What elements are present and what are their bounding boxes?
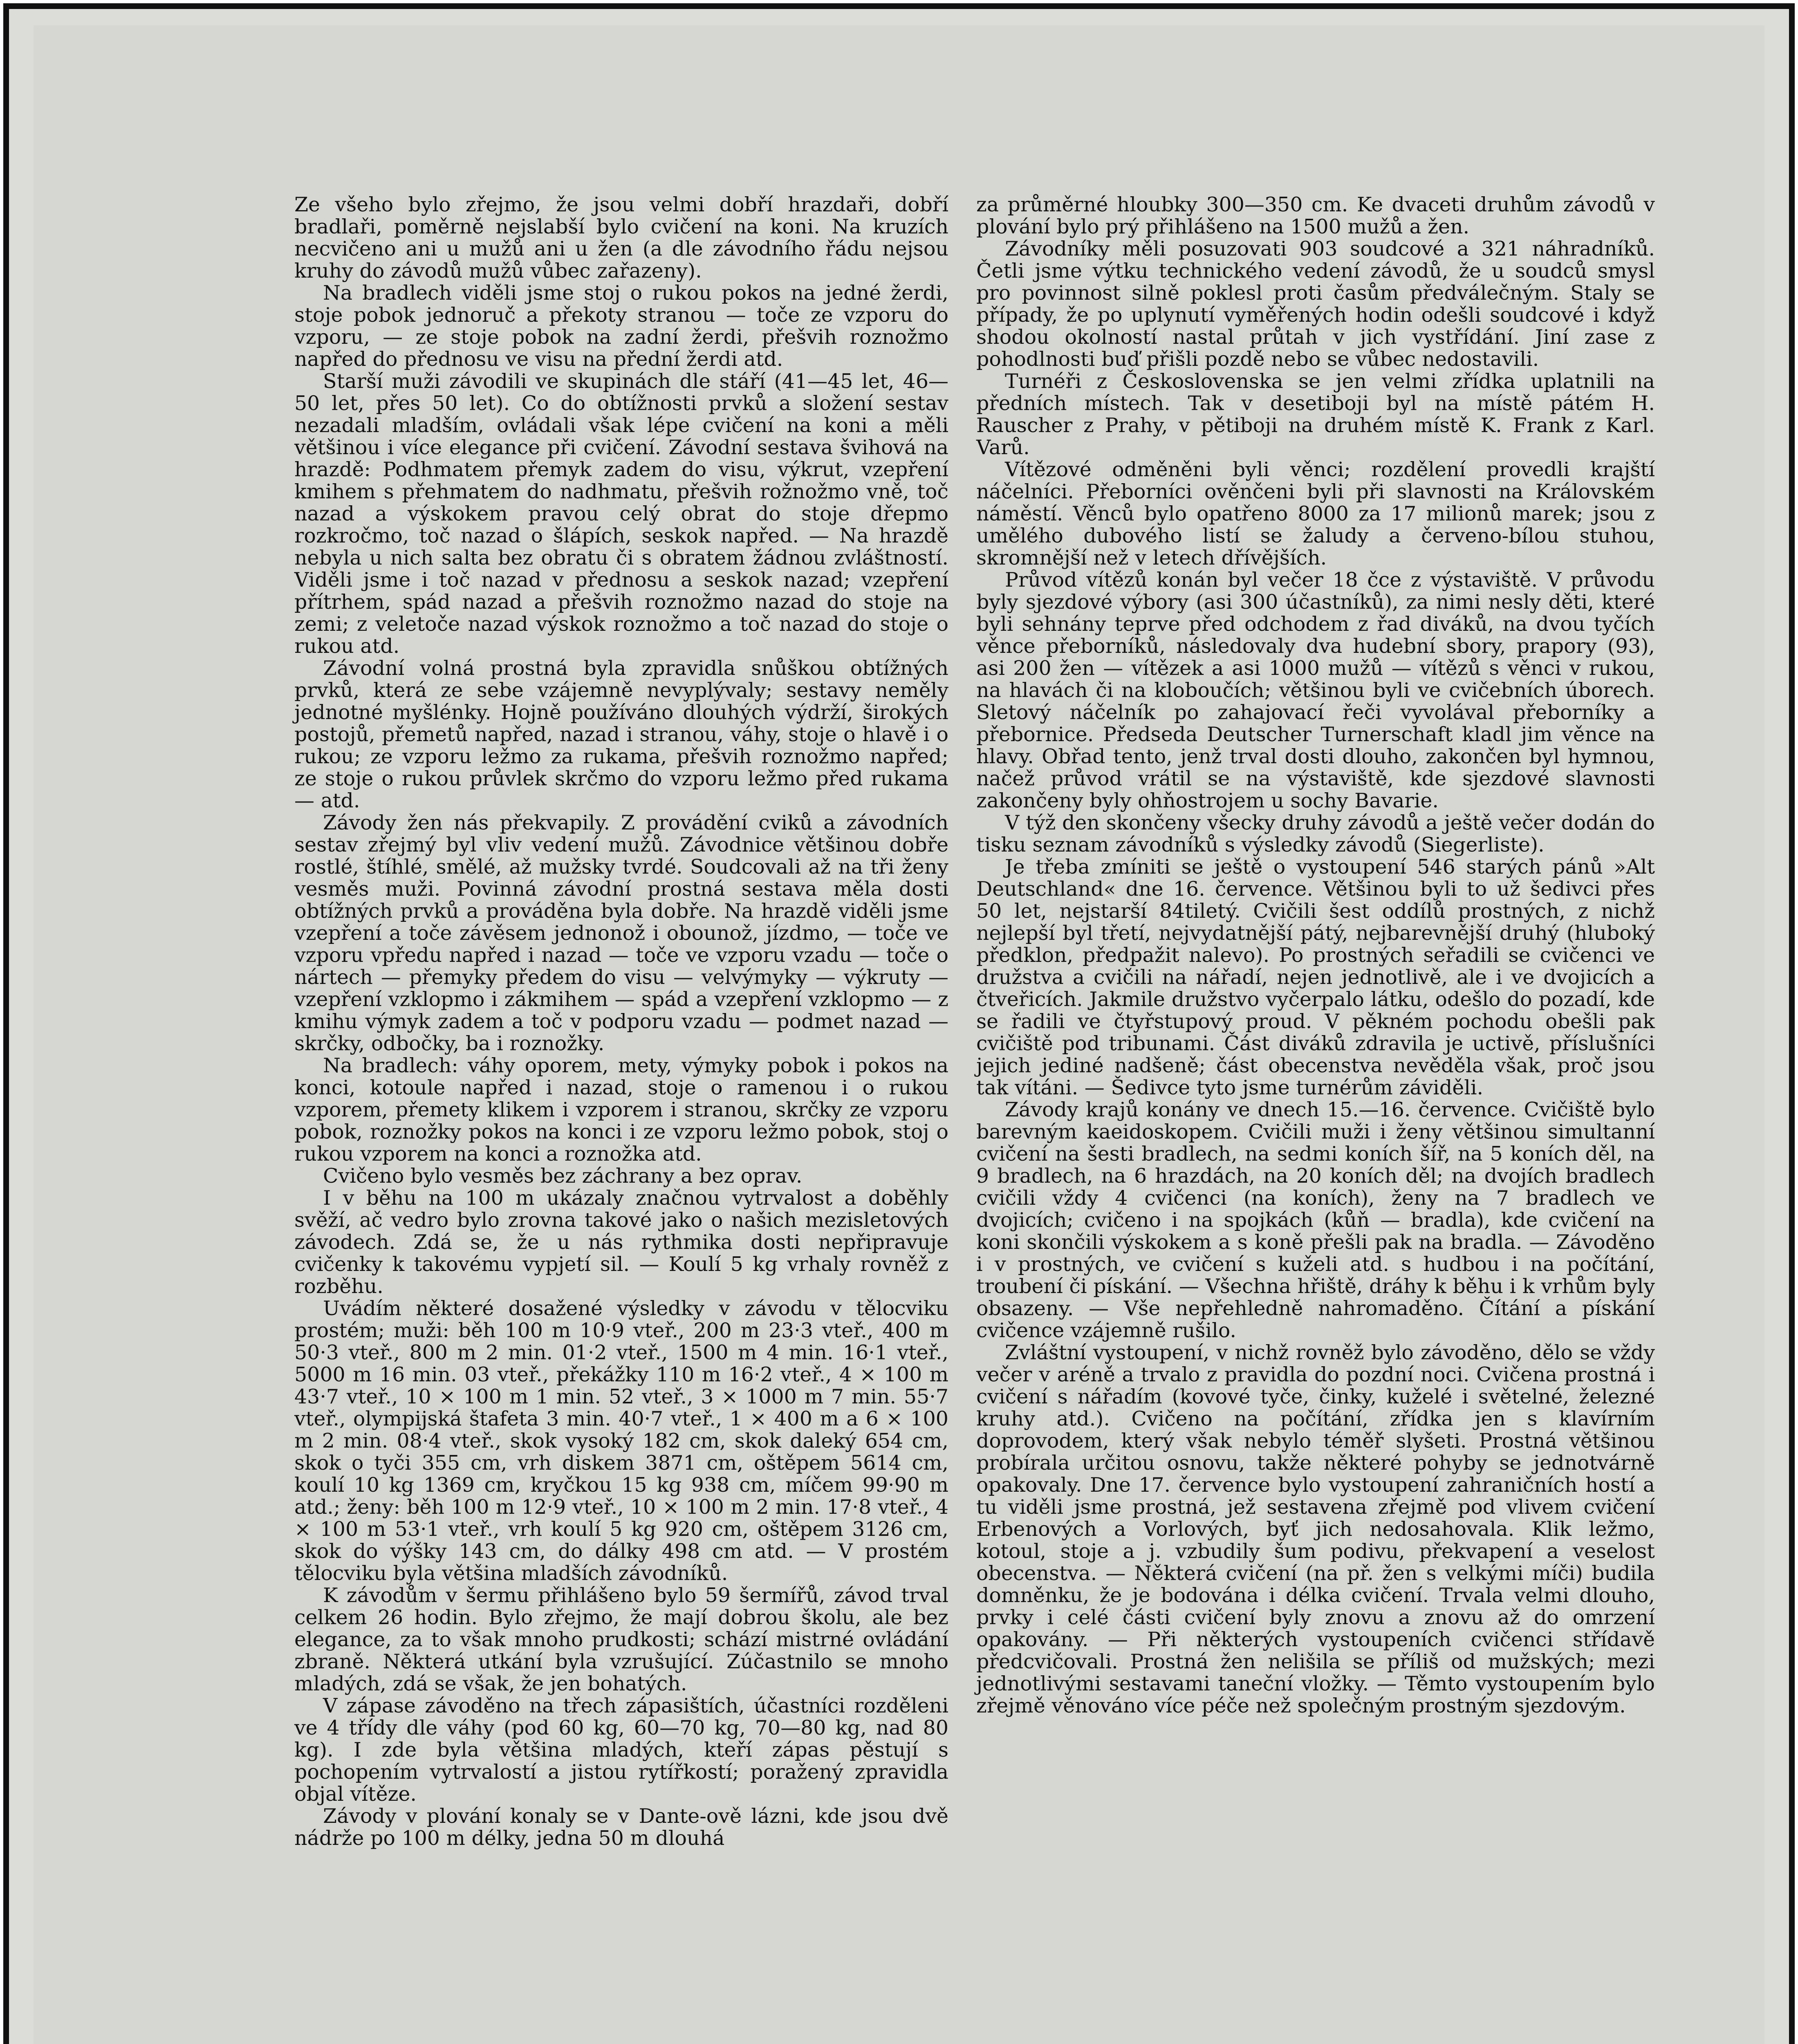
paragraph: V týž den skončeny všecky druhy závodů a ještě večer dodán do tisku seznam závodníků s výsledky závodů (Siegerliste).	[976, 811, 1655, 856]
paragraph: Cvičeno bylo vesměs bez záchrany a bez oprav.	[323, 1164, 803, 1188]
paragraph: Závody žen nás překvapily. Z provádění cviků a závodních sestav zřejmý byl vliv vedení mužů. Závodnice většinou dobře rostlé, štíhlé, smělé, až mužsky tvrdé. Soudcovali až na tři ženy vesměs muži. Povinná závodní prostná sestava měla dosti obtížných prvků a prováděna byla dobře. Na hrazdě viděli jsme vzepření a toče závěsem jednonož i obounož, jízdmo, — toče ve vzporu vpředu napřed i nazad — toče ve vzporu vzadu — toče o nártech — přemyky předem do visu — velvýmyky — výkruty — vzepření vzklopmo i zákmihem — spád a vzepření vzklopmo — z kmihu výmyk zadem a toč v podporu vzadu — podmet nazad — skrčky, odbočky, ba i roznožky.	[294, 811, 948, 1055]
paragraph: Zvláštní vystoupení, v nichž rovněž bylo závoděno, dělo se vždy večer v aréně a trvalo z pravidla do pozdní noci. Cvičena prostná i cvičení s nářadím (kovové tyče, činky, kuželé i světelné, železné kruhy atd.). Cvičeno na počítání, zřídka jen s klavírním doprovodem, který však nebylo téměř slyšeti. Prostná většinou probírala určitou osnovu, takže některé pohyby se jednotvárně opakovaly. Dne 17. července bylo vystoupení zahraničních hostí a tu viděli jsme prostná, jež sestavena zřejmě pod vlivem cvičení Erbenových a Vorlových, byť jich nedosahovala. Klik ležmo, kotoul, stoje a j. vzbudily šum podivu, překvapení a veselost obecenstva. — Některá cvičení (na př. žen s velkými míči) budila domněnku, že je bodována i délka cvičení. Trvala velmi dlouho, prvky i celé části cvičení byly znovu a znovu až do omrzení opakovány. — Při některých vystoupeních cvičenci střídavě předcvičovali. Prostná žen nelišila se příliš od mužských; mezi jednotlivými sestavami taneční vložky. — Těmto vystoupením bylo zřejmě věnováno více péče než společným prostným sjezdovým.	[976, 1341, 1655, 1717]
paragraph: Uvádím některé dosažené výsledky v závodu v tělocviku prostém; muži: běh 100 m 10·9 vteř., 200 m 23·3 vteř., 400 m 50·3 vteř., 800 m 2 min. 01·2 vteř., 1500 m 4 min. 16·1 vteř., 5000 m 16 min. 03 vteř., překážky 110 m 16·2 vteř., 4 × 100 m 43·7 vteř., 10 × 100 m 1 min. 52 vteř., 3 × 1000 m 7 min. 55·7 vteř., olympijská štafeta 3 min. 40·7 vteř., 1 × 400 m a 6 × 100 m 2 min. 08·4 vteř., skok vysoký 182 cm, skok daleký 654 cm, skok o tyči 355 cm, vrh diskem 3871 cm, oštěpem 5614 cm, koulí 10 kg 1369 cm, kryčkou 15 kg 938 cm, míčem 99·90 m atd.; ženy: běh 100 m 12·9 vteř., 10 × 100 m 2 min. 17·8 vteř., 4 × 100 m 53·1 vteř., vrh koulí 5 kg 920 cm, oštěpem 3126 cm, skok do výšky 143 cm, do dálky 498 cm atd. — V prostém tělocviku byla většina mladších závodníků.	[294, 1297, 948, 1585]
left-column	[294, 194, 948, 1849]
paragraph: Na bradlech viděli jsme stoj o rukou pokos na jedné žerdi, stoje pobok jednoruč a překoty stranou — toče ze vzporu do vzporu, — ze stoje pobok na zadní žerdi, přešvih roznožmo napřed do přednosu ve visu na přední žerdi atd.	[294, 281, 948, 371]
paragraph: Starší muži závodili ve skupinách dle stáří (41—45 let, 46—50 let, přes 50 let). Co do obtížnosti prvků a složení sestav nezadali mladším, ovládali však lépe cvičení na koni a měli většinou i více elegance při cvičení. Závodní sestava švihová na hrazdě: Podhmatem přemyk zadem do visu, výkrut, vzepření kmihem s přehmatem do nadhmatu, přešvih rožnožmo vně, toč nazad a výskokem pravou celý obrat do stoje dřepmo rozkročmo, toč nazad o šlápích, seskok napřed. — Na hrazdě nebyla u nich salta bez obratu či s obratem žádnou zvláštností. Viděli jsme i toč nazad v přednosu a seskok nazad; vzepření přítrhem, spád nazad a přešvih roznožmo nazad do stoje na zemi; z veletoče nazad výskok roznožmo a toč nazad do stoje o rukou atd.	[294, 370, 948, 658]
paragraph: Závodní volná prostná byla zpravidla snůškou obtížných prvků, která ze sebe vzájemně nevyplývaly; sestavy neměly jednotné myšlénky. Hojně používáno dlouhých výdrží, širokých postojů, přemetů napřed, nazad i stranou, váhy, stoje o hlavě i o rukou; ze vzporu ležmo za rukama, přešvih roznožmo napřed; ze stoje o rukou průvlek skrčmo do vzporu ležmo před rukama — atd.	[294, 657, 948, 812]
paragraph: Závody v plování konaly se v Dante-ově lázni, kde jsou dvě nádrže po 100 m délky, jedna 50 m dlouhá	[294, 1804, 948, 1850]
paragraph: V zápase závoděno na třech zápasištích, účastníci rozděleni ve 4 třídy dle váhy (pod 60 kg, 60—70 kg, 70—80 kg, nad 80 kg). I zde byla většina mladých, kteří zápas pěstují s pochopením vytrvalostí a jistou rytířkostí; poražený zpravidla objal vítěze.	[294, 1694, 948, 1806]
paragraph: Ze všeho bylo zřejmo, že jsou velmi dobří hrazdaři, dobří bradlaři, poměrně nejslabší bylo cvičení na koni. Na kruzích necvičeno ani u mužů ani u žen (a dle závodního řádu nejsou kruhy do závodů mužů vůbec zařazeny).	[294, 193, 948, 282]
paragraph: Turnéři z Československa se jen velmi zřídka uplatnili na předních místech. Tak v desetiboji byl na místě pátém H. Rauscher z Prahy, v pětiboji na druhém místě K. Frank z Karl. Varů.	[976, 370, 1655, 459]
paragraph: Je třeba zmíniti se ještě o vystoupení 546 starých pánů »Alt Deutschland« dne 16. července. Většinou byli to už šedivci přes 50 let, nejstarší 84tiletý. Cvičili šest oddílů prostných, z nichž nejlepší byl třetí, nejvydatnější pátý, nejbarevnější druhý (hluboký předklon, předpažit nalevo). Po prostných seřadili se cvičenci ve družstva a cvičili na nářadí, nejen jednotlivě, ale i ve dvojicích a čtveřicích. Jakmile družstvo vyčerpalo látku, odešlo do pozadí, kde se řadili ve čtyřstupový proud. V pěkném pochodu obešli pak cvičiště pod tribunami. Část diváků zdravila je uctivě, příslušníci jejich jediné nadšeně; část obecenstva nevěděla však, proč jsou tak vítáni. — Šedivce tyto jsme turnérům záviděli.	[976, 855, 1655, 1099]
paragraph: Na bradlech: váhy oporem, mety, výmyky pobok i pokos na konci, kotoule napřed i nazad, stoje o ramenou i o rukou vzporem, přemety klikem i vzporem i stranou, skrčky ze vzporu pobok, roznožky pokos na konci i ze vzporu ležmo pobok, stoj o rukou vzporem na konci a roznožka atd.	[294, 1054, 948, 1165]
paragraph: Průvod vítězů konán byl večer 18 čce z výstaviště. V průvodu byly sjezdové výbory (asi 300 účastníků), za nimi nesly děti, které byli sehnány teprve před odchodem z řad diváků, na dvou tyčích věnce přeborníků, následovaly dva hudební sbory, prapory (93), asi 200 žen — vítězek a asi 1000 mužů — vítězů s věnci v rukou, na hlavách či na kloboučích; většinou byli ve cvičebních úborech. Sletový náčelník po zahajovací řeči vyvolával přeborníky a přebornice. Předseda Deutscher Turnerschaft kladl jim věnce na hlavy. Obřad tento, jenž trval dosti dlouho, zakončen byl hymnou, načež průvod vrátil se na výstaviště, kde sjezdové slavnosti zakončeny byly ohňostrojem u sochy Bavarie.	[976, 568, 1655, 812]
paragraph: I v běhu na 100 m ukázaly značnou vytrvalost a doběhly svěží, ač vedro bylo zrovna takové jako o našich mezisletových závodech. Zdá se, že u nás rythmika dosti nepřipravuje cvičenky k takovému vypjetí sil. — Koulí 5 kg vrhaly rovněž z rozběhu.	[294, 1186, 948, 1298]
paragraph: K závodům v šermu přihlášeno bylo 59 šermířů, závod trval celkem 26 hodin. Bylo zřejmo, že mají dobrou školu, ale bez elegance, za to však mnoho prudkosti; schází mistrné ovládání zbraně. Některá utkání byla vzrušující. Zúčastnilo se mnoho mladých, zdá se však, že jen bohatých.	[294, 1584, 948, 1695]
paragraph: za průměrné hloubky 300—350 cm. Ke dvaceti druhům závodů v plování bylo prý přihlášeno na 1500 mužů a žen.	[976, 193, 1655, 238]
right-column	[976, 194, 1655, 1717]
paragraph: Vítězové odměněni byli věnci; rozdělení provedli krajští náčelníci. Přeborníci ověnčeni byli při slavnosti na Královském náměstí. Věnců bylo opatřeno 8000 za 17 milionů marek; jsou z umělého dubového listí se žaludy a červeno-bílou stuhou, skromnější než v letech dřívějších.	[976, 458, 1655, 569]
paragraph: Závody krajů konány ve dnech 15.—16. července. Cvičiště bylo barevným kaeidoskopem. Cvičili muži i ženy většinou simultanní cvičení na šesti bradlech, na sedmi koních šíř, na 5 koních děl, na 9 bradlech, na 6 hrazdách, na 20 koních děl; na dvojích bradlech cvičili vždy 4 cvičenci (na koních), ženy na 7 bradlech ve dvojicích; cvičeno i na spojkách (kůň — bradla), kde cvičení na koni skončili výskokem a s koně přešli pak na bradla. — Závoděno i v prostných, ve cvičení s kuželi atd. s hudbou i na počítání, troubení či pískání. — Všechna hřiště, dráhy k běhu i k vrhům byly obsazeny. — Vše nepřehledně nahromaděno. Čítání a pískání cvičence vzájemně rušilo.	[976, 1098, 1655, 1342]
paragraph: Závodníky měli posuzovati 903 soudcové a 321 náhradníků. Četli jsme výtku technického vedení závodů, že u soudců smysl pro povinnost silně poklesl proti časům předválečným. Staly se případy, že po uplynutí vyměřených hodin odešli soudcové i když shodou okolností nastal průtah v jich vystřídání. Jiní zase z pohodlnosti buď přišli pozdě nebo se vůbec nedostavili.	[976, 237, 1655, 371]
